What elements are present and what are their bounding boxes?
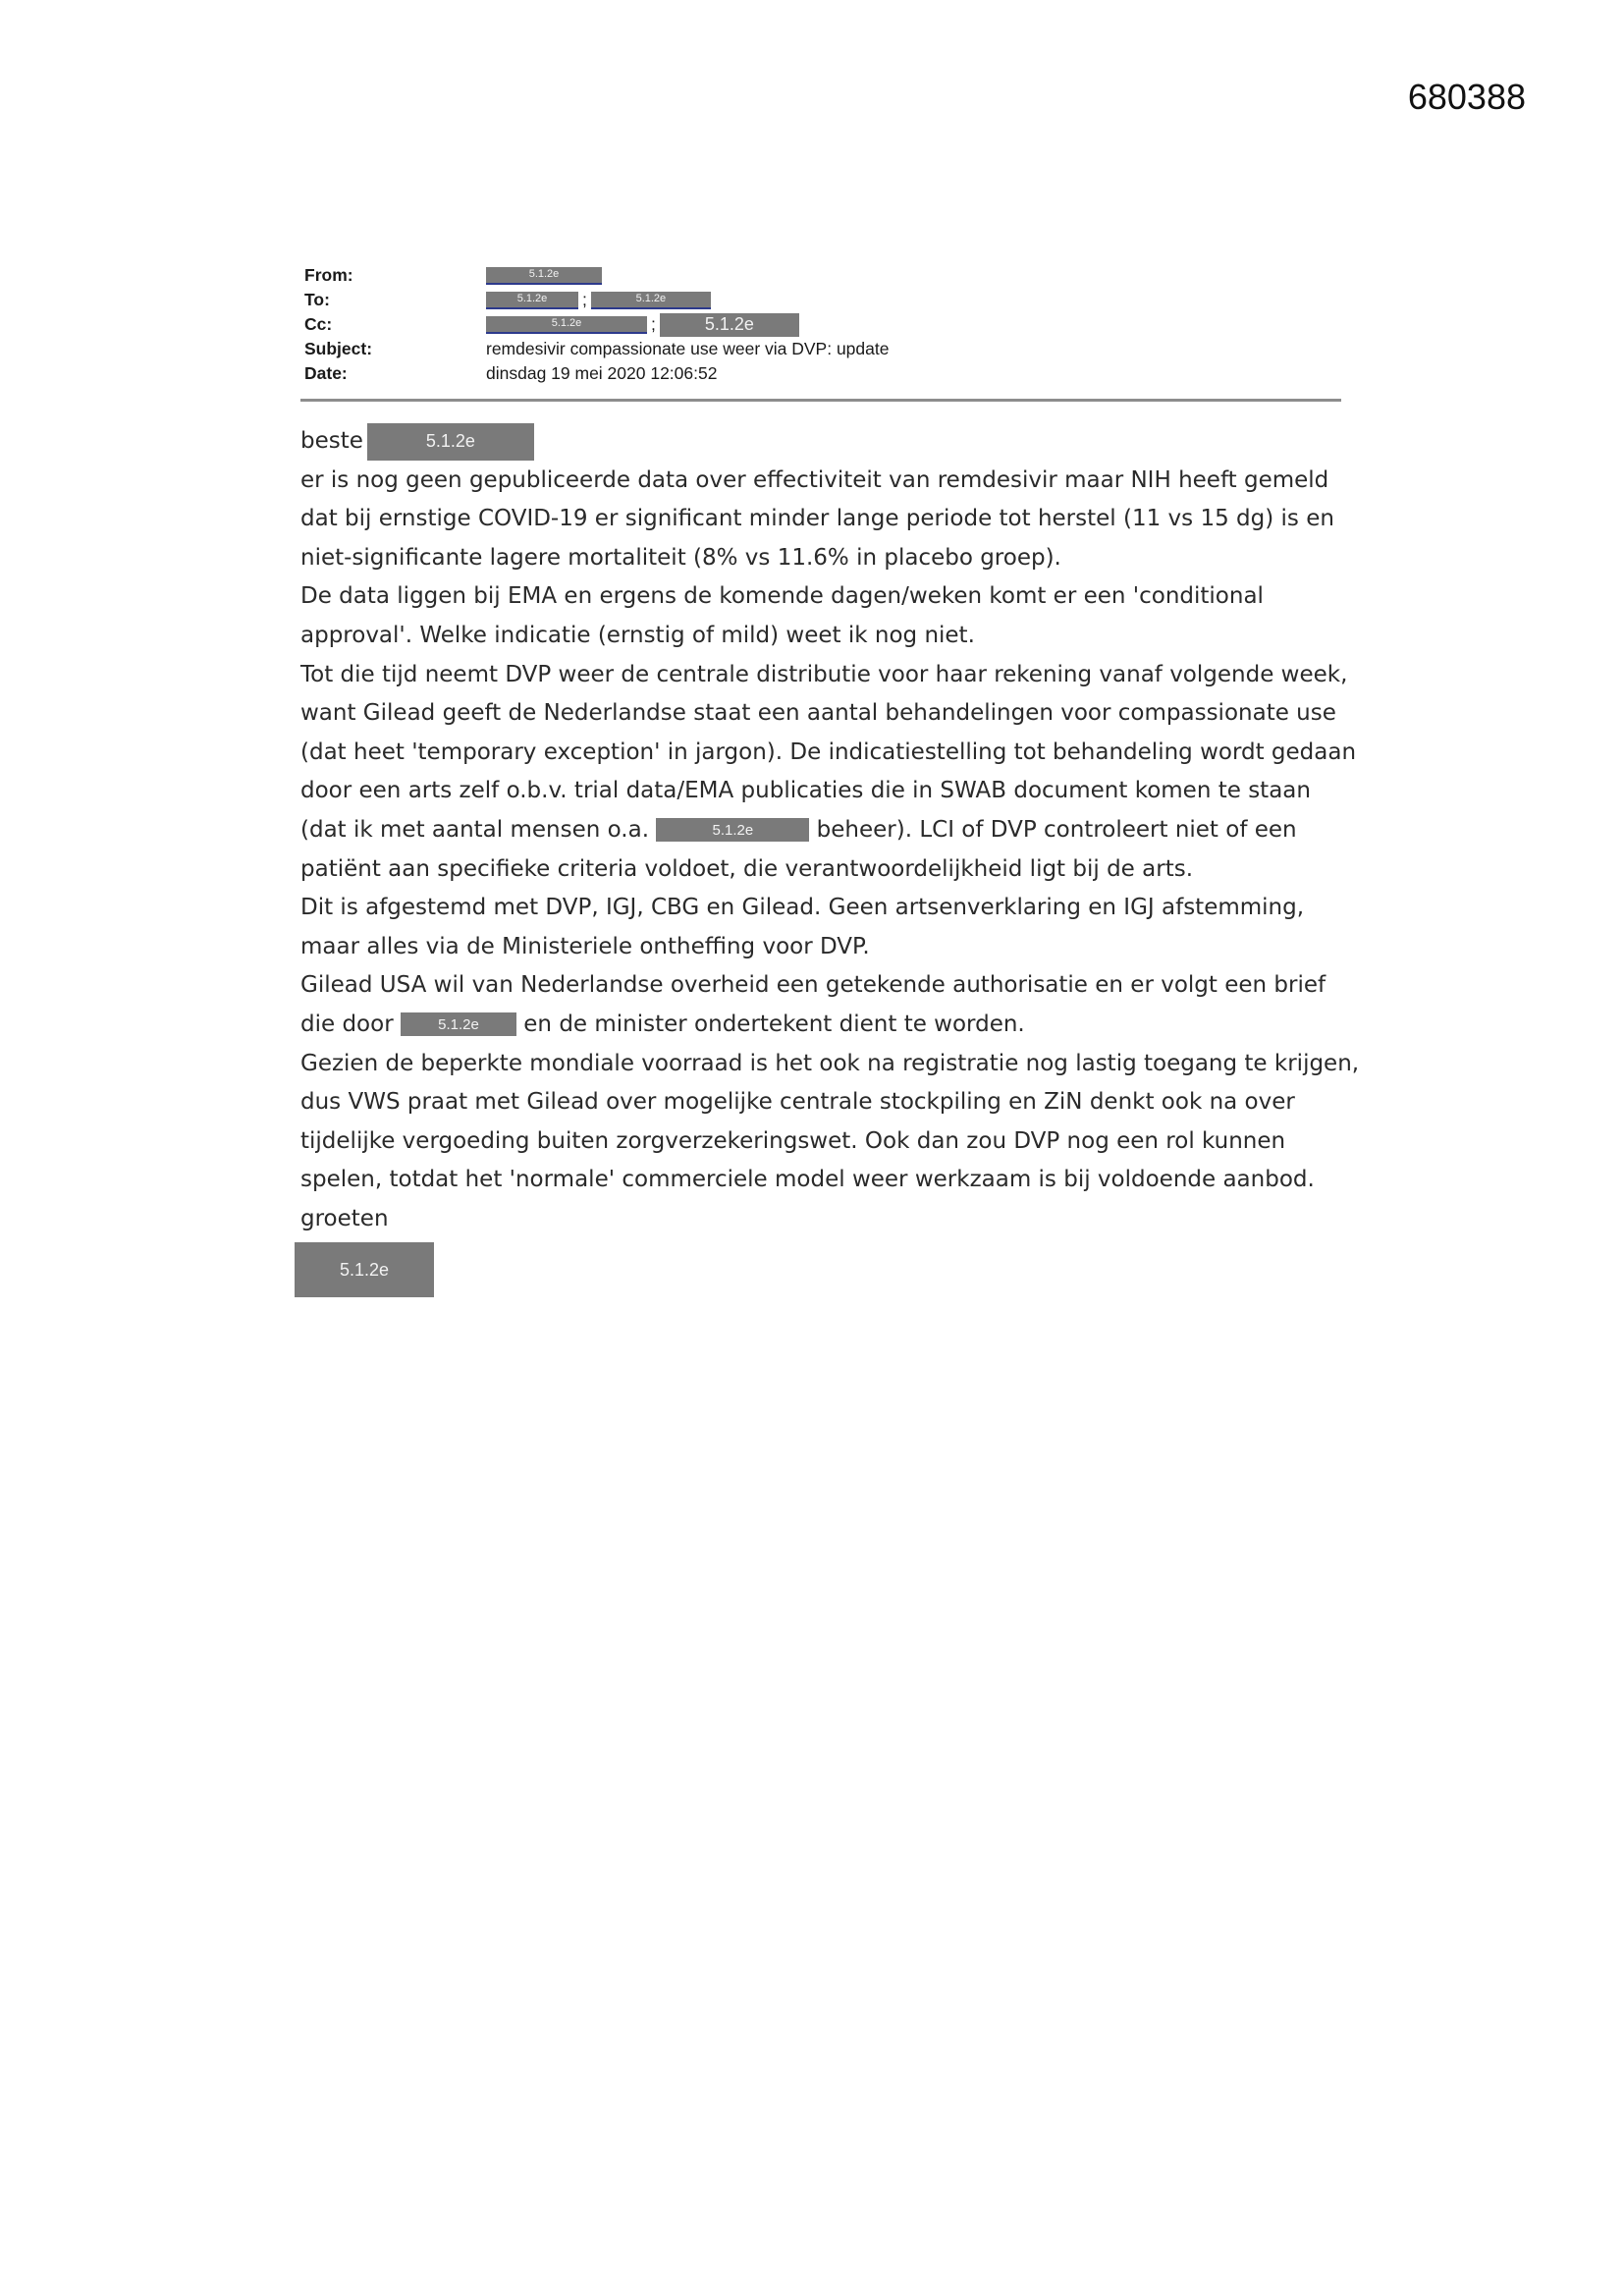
- redacted-signature: 5.1.2e: [295, 1242, 434, 1297]
- header-subject-row: [304, 337, 889, 361]
- redacted-to-1: 5.1.2e: [486, 292, 578, 309]
- redacted-colleague: 5.1.2e: [656, 818, 809, 842]
- date-value: dinsdag 19 mei 2020 12:06:52: [486, 363, 718, 383]
- header-date-row: [304, 361, 889, 386]
- redacted-cc-2: 5.1.2e: [660, 313, 799, 337]
- header-cc-row: [304, 312, 889, 337]
- greeting: beste: [300, 428, 363, 454]
- paragraph-3-end: beheer). LCI of DVP controleert niet of een patiënt aan specifieke criteria voldoet, die verantwoordelijkheid ligt bij de arts.: [300, 816, 1297, 882]
- to-label: To:: [304, 290, 330, 309]
- greeting-line: [300, 422, 1361, 462]
- paragraph-4: Dit is afgestemd met DVP, IGJ, CBG en Gilead. Geen artsenverklaring en IGJ afstemming, maar alles via de Ministeriele ontheffing voor DVP.: [300, 895, 1305, 959]
- document-number: 680388: [1407, 77, 1526, 117]
- paragraph-5-start: Gilead USA wil van Nederlandse overheid een getekende authorisatie en er volgt een brief die door: [300, 972, 1326, 1037]
- subject-value: remdesivir compassionate use weer via DVP: update: [486, 339, 890, 358]
- paragraph-6: Gezien de beperkte mondiale voorraad is het ook na registratie nog lastig toegang te krijgen, dus VWS praat met Gilead over mogelijke centrale stockpiling en ZiN denkt ook na over tijdelijke vergoeding buiten zorgverzekeringswet. Ook dan zou DVP nog een rol kunnen spelen, totdat het 'normale' commerciele model weer werkzaam is bij voldoende aanbod.: [300, 1050, 1360, 1193]
- date-label: Date:: [304, 363, 348, 383]
- to-separator: ;: [582, 290, 587, 309]
- cc-label: Cc:: [304, 314, 333, 334]
- redacted-to-2: 5.1.2e: [591, 292, 711, 309]
- redacted-signer: 5.1.2e: [401, 1012, 516, 1036]
- from-label: From:: [304, 265, 353, 285]
- paragraph-5-end: en de minister ondertekent dient te worden.: [523, 1011, 1025, 1037]
- closing: groeten: [300, 1205, 389, 1231]
- header-from-row: [304, 263, 889, 288]
- paragraph-3: [300, 656, 1361, 890]
- paragraph-2: De data liggen bij EMA en ergens de komende dagen/weken komt er een 'conditional approval'. Welke indicatie (ernstig of mild) weet ik nog niet.: [300, 583, 1264, 648]
- email-header: [304, 263, 889, 386]
- subject-label: Subject:: [304, 339, 373, 358]
- header-divider: [300, 399, 1341, 402]
- redacted-recipient-name: 5.1.2e: [367, 423, 534, 461]
- paragraph-5: [300, 966, 1361, 1044]
- header-to-row: [304, 288, 889, 312]
- redacted-cc-1: 5.1.2e: [486, 316, 647, 334]
- paragraph-1: er is nog geen gepubliceerde data over effectiviteit van remdesivir maar NIH heeft gemeld dat bij ernstige COVID-19 er significant minder lange periode tot herstel (11 vs 15 dg) is en niet-significante lagere mortaliteit (8% vs 11.6% in placebo groep).: [300, 466, 1334, 571]
- email-body: [300, 422, 1361, 1297]
- paragraph-3-start: Tot die tijd neemt DVP weer de centrale distributie voor haar rekening vanaf volgende week, want Gilead geeft de Nederlandse staat een aantal behandelingen voor compassionate use (dat heet 'temporary exception' in jargon). De indicatiestelling tot behandeling wordt gedaan door een arts zelf o.b.v. trial data/EMA publicaties die in SWAB document komen te staan (dat ik met aantal mensen o.a.: [300, 661, 1357, 843]
- redacted-from: 5.1.2e: [486, 267, 602, 285]
- cc-separator: ;: [651, 314, 656, 334]
